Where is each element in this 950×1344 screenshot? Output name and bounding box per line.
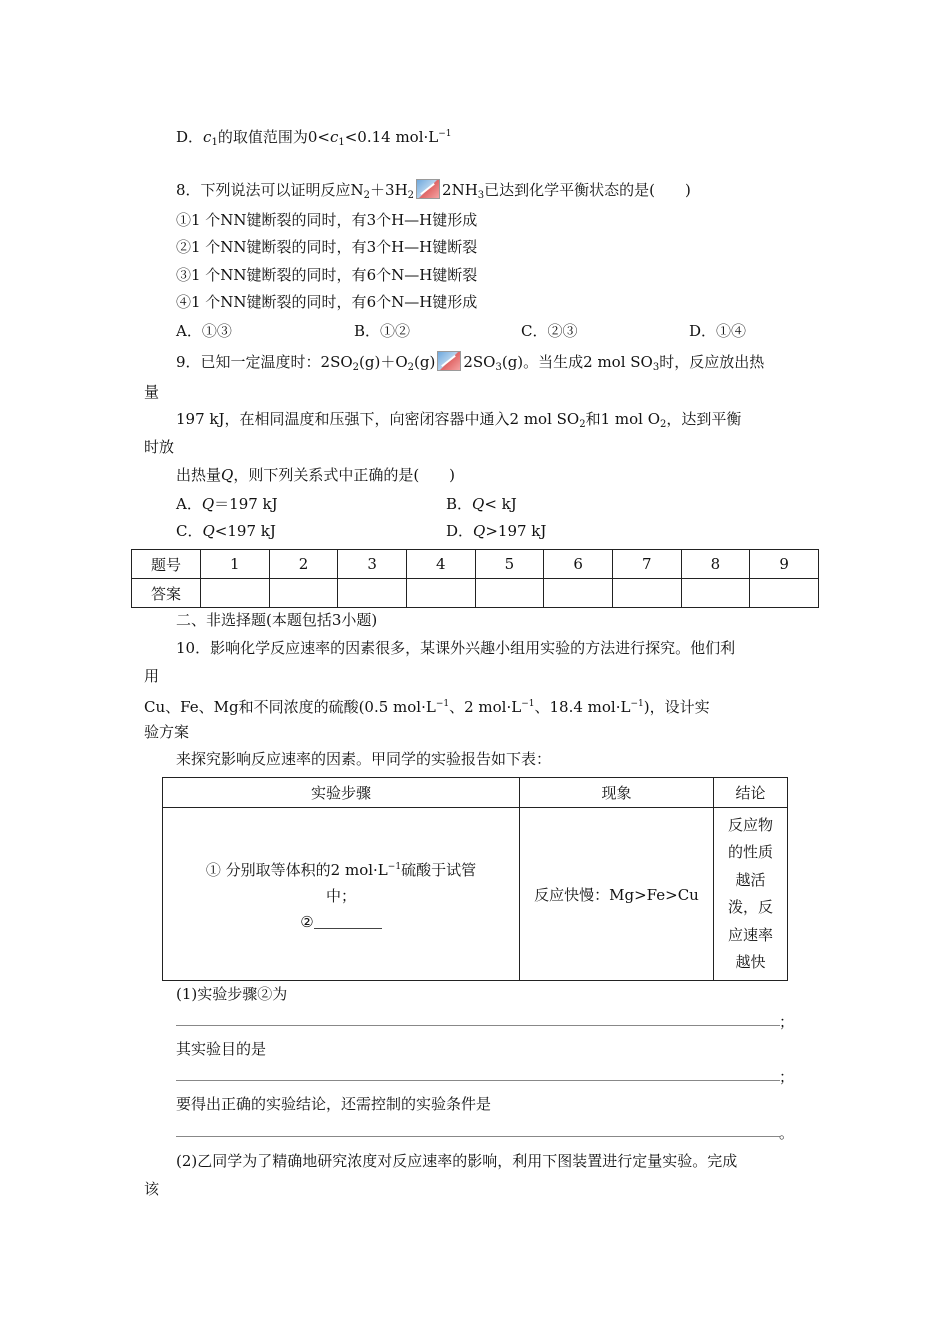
var-c: c — [203, 128, 212, 146]
q9-option-c — [176, 521, 276, 541]
q9-line4: 时放 — [144, 438, 175, 456]
q10-part2-line2: 该 — [144, 1180, 160, 1198]
q9-line2: 量 — [144, 383, 160, 401]
superscript: −1 — [387, 861, 402, 872]
experiment-table-row — [163, 808, 788, 981]
text: ，达到平衡 — [666, 410, 742, 428]
text: ＋3H — [370, 181, 408, 199]
semicolon: ； — [779, 1013, 795, 1031]
experiment-table-header — [163, 778, 788, 808]
question-number: 6 — [544, 550, 613, 579]
answer-table-label: 题号 — [132, 550, 201, 579]
question-number: 3 — [338, 550, 407, 579]
q9-stem — [176, 351, 764, 378]
q8-stem — [176, 179, 691, 206]
question-number: 8 — [681, 550, 750, 579]
q10-line3 — [144, 694, 710, 717]
section-heading: 二、非选择题(本题包括3小题) — [176, 611, 378, 629]
period: 。 — [779, 1124, 795, 1142]
answer-cell[interactable] — [544, 579, 613, 608]
answer-table-header-row — [132, 550, 819, 579]
text: 2SO — [463, 353, 496, 371]
text: >197 kJ — [485, 522, 547, 540]
option-letter: D． — [446, 522, 474, 540]
question-number: 7 — [612, 550, 681, 579]
text: 出热量 — [176, 466, 222, 484]
header-conclusion: 结论 — [714, 778, 788, 808]
conclusion-line: 的性质 — [727, 843, 773, 861]
q7-option-d — [176, 124, 452, 153]
text: 硫酸于试管 — [401, 860, 477, 879]
subscript: 1 — [338, 137, 345, 148]
question-number: 1 — [201, 550, 270, 579]
answer-table — [131, 549, 819, 608]
option-letter: D． — [176, 128, 204, 146]
q10-part1-purpose: 其实验目的是 — [176, 1040, 267, 1058]
text: <0.14 mol·L — [344, 128, 439, 146]
header-steps: 实验步骤 — [163, 778, 520, 808]
text: 、2 mol·L — [449, 698, 522, 716]
equilibrium-arrow-icon — [437, 351, 461, 371]
answer-cell[interactable] — [338, 579, 407, 608]
var-q: Q — [473, 522, 486, 540]
q8-item-2: ②1 个NN键断裂的同时，有3个H—H键断裂 — [176, 238, 478, 256]
var-q: Q — [202, 522, 215, 540]
conclusion-line: 应速率 — [727, 925, 773, 944]
text: 8．下列说法可以证明反应N — [176, 181, 364, 199]
conclusion-line: 越活 — [735, 870, 766, 889]
answer-table-label: 答案 — [132, 579, 201, 608]
text: ，则下列关系式中正确的是( ) — [233, 466, 456, 484]
option-letter: C． — [176, 522, 203, 540]
q8-item-1: ①1 个NN键断裂的同时，有3个H—H键形成 — [176, 211, 478, 229]
step-2 — [163, 909, 519, 935]
q8-item-3: ③1 个NN键断裂的同时，有6个N—H键断裂 — [176, 266, 478, 284]
conclusion-line: 反应物 — [727, 815, 773, 834]
answer-cell[interactable] — [681, 579, 750, 608]
answer-cell[interactable] — [612, 579, 681, 608]
conclusion-cell — [714, 808, 788, 981]
q8-option-c: C．②③ — [521, 322, 578, 340]
experiment-table — [162, 777, 788, 981]
step-1 — [163, 854, 519, 883]
subscript: 2 — [660, 419, 667, 430]
q8-option-b: B．①② — [354, 322, 411, 340]
answer-blank-1[interactable] — [176, 1025, 780, 1026]
answer-table-answer-row — [132, 579, 819, 608]
question-number: 4 — [406, 550, 475, 579]
answer-blank-3[interactable] — [176, 1136, 780, 1137]
subscript: 3 — [495, 362, 502, 373]
q10-part1-conditions: 要得出正确的实验结论，还需控制的实验条件是 — [176, 1095, 492, 1113]
q9-line3 — [176, 409, 741, 435]
subscript: 1 — [211, 137, 218, 148]
answer-blank-2[interactable] — [176, 1080, 780, 1081]
text: 的取值范围为0< — [217, 128, 330, 146]
text: 时，反应放出热 — [659, 353, 765, 371]
text: 9．已知一定温度时：2SO — [176, 353, 353, 371]
text: (g)。当生成2 mol SO — [501, 353, 653, 371]
text: ② — [300, 912, 314, 931]
question-number: 9 — [750, 550, 819, 579]
header-phenomenon: 现象 — [520, 778, 714, 808]
equilibrium-arrow-icon — [416, 179, 440, 199]
text: 已达到化学平衡状态的是( ) — [484, 181, 691, 199]
semicolon: ； — [779, 1068, 795, 1086]
q9-line5 — [176, 465, 455, 485]
conclusion-line: 泼，反 — [727, 898, 773, 916]
subscript: 2 — [407, 190, 415, 201]
text: (g)＋O — [359, 353, 408, 371]
subscript: 2 — [352, 362, 360, 373]
text: 2NH — [442, 181, 478, 199]
answer-cell[interactable] — [201, 579, 270, 608]
q8-item-4: ④1 个NN键断裂的同时，有6个N—H键形成 — [176, 293, 478, 311]
var-q: Q — [221, 466, 234, 484]
var-c: c — [329, 128, 339, 146]
text: ① 分别取等体积的2 mol·L — [205, 860, 388, 879]
superscript: −1 — [630, 699, 644, 709]
question-number: 2 — [269, 550, 338, 579]
option-letter: A． — [176, 495, 202, 513]
q9-option-d — [446, 521, 546, 541]
text: Cu、Fe、Mg和不同浓度的硫酸(0.5 mol·L — [144, 698, 436, 716]
step-1-cont: 中； — [325, 886, 356, 905]
answer-cell[interactable] — [475, 579, 544, 608]
q9-option-a — [176, 494, 278, 514]
conclusion-line: 越快 — [735, 953, 766, 971]
text: 和1 mol O — [585, 410, 661, 428]
text: (g) — [414, 353, 436, 371]
step-2-blank[interactable] — [314, 914, 382, 929]
q10-part1-prompt: (1)实验步骤②为 — [176, 985, 288, 1003]
var-q: Q — [201, 495, 215, 513]
answer-cell[interactable] — [269, 579, 338, 608]
q8-option-a: A．①③ — [176, 322, 232, 340]
text: < kJ — [484, 495, 517, 513]
text: <197 kJ — [214, 522, 276, 540]
text: ＝197 kJ — [214, 495, 278, 513]
question-number: 5 — [475, 550, 544, 579]
q10-line5: 来探究影响反应速率的因素。甲同学的实验报告如下表： — [176, 750, 552, 768]
q8-option-d: D．①④ — [689, 322, 747, 340]
subscript: 3 — [652, 362, 660, 373]
answer-cell[interactable] — [406, 579, 475, 608]
q10-part2-line1: (2)乙同学为了精确地研究浓度对反应速率的影响，利用下图装置进行定量实验。完成 — [176, 1152, 738, 1170]
subscript: 2 — [407, 362, 415, 373]
q10-line4: 验方案 — [144, 723, 190, 741]
q9-option-b — [446, 494, 517, 514]
text: 197 kJ，在相同温度和压强下，向密闭容器中通入2 mol SO — [176, 410, 580, 428]
superscript: −1 — [435, 699, 450, 709]
steps-cell — [163, 808, 520, 981]
superscript: −1 — [438, 129, 452, 139]
superscript: −1 — [521, 699, 535, 709]
text: 、18.4 mol·L — [534, 698, 631, 716]
text: )，设计实 — [643, 698, 710, 716]
subscript: 2 — [363, 190, 371, 201]
q10-line2: 用 — [144, 667, 160, 685]
q10-line1: 10．影响化学反应速率的因素很多，某课外兴趣小组用实验的方法进行探究。他们利 — [176, 639, 736, 657]
answer-cell[interactable] — [750, 579, 819, 608]
subscript: 3 — [477, 190, 485, 201]
phenomenon-cell: 反应快慢：Mg>Fe>Cu — [520, 808, 714, 981]
subscript: 2 — [579, 419, 586, 430]
option-letter: B． — [446, 495, 473, 513]
var-q: Q — [472, 495, 485, 513]
